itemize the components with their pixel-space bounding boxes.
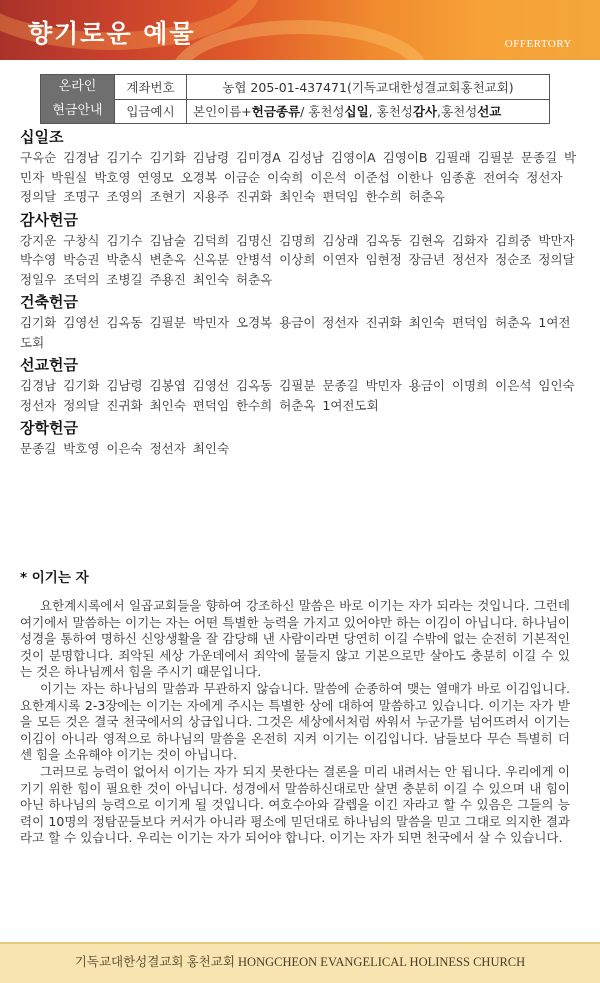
label-line2: 현금안내 bbox=[52, 103, 103, 118]
deposit-part-bold: 선교 bbox=[477, 104, 502, 120]
section-tithe bbox=[20, 126, 580, 207]
header-banner bbox=[0, 0, 600, 60]
deposit-part: , 홍천성 bbox=[368, 104, 413, 120]
deposit-part-bold: 감사 bbox=[412, 104, 438, 120]
offering-list bbox=[20, 126, 580, 461]
section-title: 건축헌금 bbox=[20, 293, 78, 311]
section-title: 장학헌금 bbox=[20, 419, 78, 437]
essay-paragraph: 그러므로 능력이 없어서 이기는 자가 되지 못한다는 결론을 미리 내려서는 안 됩니다. 우리에게 이기기 위한 힘이 필요한 것이 아닙니다. 성경에서 말씀하신대로만 살면 충분히 이길 수 있으며 내 힘이 아닌 하나님의 능력으로 이기게 될 것입니다. 여호수아와 갈렙을 이긴 자라고 할 수 있음은 그들의 능력이 10명의 정탐꾼들보다 커서가 아니라 평소에 믿던대로 하나님의 말씀을 믿고 그대로 의지한 결과라고 할 수 있습니다. 우리는 이기는 자가 되어야 합니다. 이기는 자가 되면 천국에서 살 수 있습니다. bbox=[20, 763, 570, 846]
section-scholarship bbox=[20, 417, 580, 459]
deposit-part: 본인이름+ bbox=[193, 104, 252, 120]
account-value[interactable]: 농협 205-01-437471(기독교대한성결교회홍천교회) bbox=[187, 75, 550, 100]
deposit-example bbox=[187, 99, 550, 124]
deposit-part-bold: 십일 bbox=[344, 104, 369, 120]
section-title: 감사헌금 bbox=[20, 210, 78, 229]
deposit-part: / 홍천성 bbox=[300, 104, 345, 120]
page-title: 향기로운 예물 bbox=[28, 19, 196, 48]
essay-paragraph: 요한계시록에서 일곱교회들을 향하여 강조하신 말씀은 바로 이기는 자가 되라는 것입니다. 그런데 여기에서 말씀하는 이기는 자는 어떤 특별한 능력을 가지고 있어야만 하는 이김이 아닙니다. 하나님이 성경을 통하여 명하신 신앙생활을 잘 감당해 낸 사람이라면 당연히 이길 수밖에 없는 순전히 기본적인 것이 분명합니다. 죄악된 세상 가운데에서 죄악에 물들지 않고 기본으로만 살아도 충분히 이길 수 있는 것은 하나님께서 힘을 주시기 때문입니다. bbox=[20, 598, 570, 680]
deposit-part-bold: 헌금종류 bbox=[251, 104, 301, 120]
section-names: 김기화 김영선 김옥동 김필분 박민자 오경복 용금이 정선자 진귀화 최인숙 편덕임 허춘옥 1여전도회 bbox=[20, 315, 571, 350]
section-mission bbox=[20, 354, 580, 415]
label-line1: 온라인 bbox=[58, 79, 97, 94]
online-offering-table bbox=[40, 74, 550, 124]
section-title: 선교헌금 bbox=[20, 356, 78, 374]
section-names: 구옥순 김경남 김기수 김기화 김남령 김미경A 김성남 김영이A 김영이B 김필래 김필분 문종길 박민자 박원실 박호영 연영모 오경복 이금순 이숙희 이은석 이준섭 이한나 임종훈 전여숙 정선자 정의달 조명구 조영의 조현기 지용주 진귀화 최인숙 편덕임 한수희 허춘옥 bbox=[20, 150, 577, 204]
online-offering-label bbox=[41, 75, 115, 124]
section-names: 문종길 박호영 이은숙 정선자 최인숙 bbox=[20, 441, 230, 456]
section-building bbox=[20, 291, 580, 352]
account-key: 계좌번호 bbox=[115, 75, 187, 100]
deposit-part: ,홍천성 bbox=[437, 104, 478, 120]
essay-paragraph: 이기는 자는 하나님의 말씀과 무관하지 않습니다. 말씀에 순종하여 맺는 열매가 바로 이김입니다. 요한계시록 2-3장에는 이기는 자에게 주시는 특별한 상에 대하여 말씀하고 있습니다. 이기는 자가 받을 모든 것은 결국 천국에서의 상급입니다. 그것은 세상에서처럼 싸워서 누군가를 넘어뜨려서 이기는 이김이 아니라 영적으로 하나님의 말씀을 온전히 지켜 이기는 이김입니다. 남들보다 무슨 특별히 더 센 힘을 소유해야 이기는 것이 아닙니다. bbox=[20, 680, 570, 763]
section-title: 십일조 bbox=[20, 128, 64, 146]
footer-church-name: 기독교대한성결교회 홍천교회 HONGCHEON EVANGELICAL HOLINESS CHURCH bbox=[0, 942, 600, 983]
deposit-key: 입금예시 bbox=[115, 99, 187, 124]
essay bbox=[20, 566, 570, 847]
section-names: 강지운 구창식 김기수 김남술 김덕희 김명신 김명희 김상래 김옥동 김현옥 김화자 김희중 박만자 박수영 박승권 박춘식 변춘옥 신옥분 안병석 이상희 이연자 임현정 장금년 정선자 정순조 정의달 정일우 조덕의 조병길 주용진 최인숙 허춘옥 bbox=[20, 232, 575, 287]
section-thanksgiving bbox=[20, 209, 580, 290]
page-subtitle: OFFERTORY bbox=[504, 38, 572, 50]
essay-title: * 이기는 자 bbox=[20, 570, 89, 586]
section-names: 김경남 김기화 김남령 김봉엽 김영선 김옥동 김필분 문종길 박민자 용금이 이명희 이은석 임인숙 정선자 정의달 진귀화 최인숙 편덕임 한수희 허춘옥 1여전도회 bbox=[20, 378, 575, 413]
